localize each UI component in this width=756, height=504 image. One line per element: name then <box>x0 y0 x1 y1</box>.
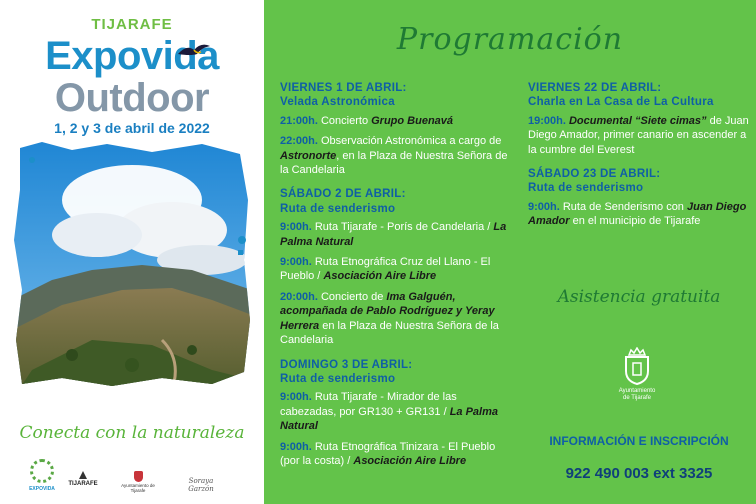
municipal-crest <box>603 347 671 402</box>
day-heading: VIERNES 1 DE ABRIL: <box>280 82 407 94</box>
schedule-column-right <box>528 81 750 239</box>
day-section-friday-22 <box>528 81 750 157</box>
event-time: 21:00h. <box>280 114 318 127</box>
event-item <box>280 255 510 284</box>
event-text: , en la Plaza de Nuestra Señora de la Candelaria <box>280 149 508 177</box>
day-subtitle: Ruta de senderismo <box>280 372 396 385</box>
event-item <box>280 390 510 433</box>
day-subtitle: Ruta de senderismo <box>280 202 396 215</box>
event-text: Ruta Tijarafe - Mirador de las cabezadas, por GR130 + GR131 / <box>280 391 457 418</box>
right-panel <box>264 0 756 504</box>
tijarafe-logo-icon <box>79 471 87 479</box>
event-text: Ruta Etnográfica Cruz del Llano - El Pueblo / <box>280 256 491 283</box>
day-section-sunday-3 <box>280 358 510 469</box>
day-heading: SÁBADO 23 DE ABRIL: <box>528 168 661 181</box>
event-guide: Juan Diego Amador <box>528 200 747 228</box>
event-title-line2: Outdoor <box>54 76 210 120</box>
schedule-column-left <box>280 81 510 478</box>
event-time: 9:00h. <box>280 256 312 269</box>
event-text: en la Plaza de Nuestra Señora de la Candelaria <box>280 319 499 347</box>
event-text: Concierto de <box>320 290 384 303</box>
day-heading: VIERNES 22 DE ABRIL: <box>528 82 662 94</box>
day-heading: DOMINGO 3 DE ABRIL: <box>280 358 413 371</box>
tijarafe-logo-label: TIJARAFE <box>68 481 98 487</box>
event-time: 20:00h. <box>280 290 318 303</box>
landscape-photo <box>12 140 252 400</box>
crest-label-line1: Ayuntamiento <box>618 388 656 394</box>
event-time: 9:00h. <box>280 440 312 453</box>
day-subtitle: Ruta de senderismo <box>528 182 644 195</box>
day-section-saturday-23 <box>528 167 750 229</box>
event-text: Ruta Etnográfica Tinizara - El Pueblo (por la costa) / <box>280 440 496 467</box>
slogan: Conecta con la naturaleza <box>19 423 245 443</box>
event-text: Ruta Tijarafe - Porís de Candelaria / <box>314 221 491 234</box>
event-item <box>280 114 510 128</box>
event-item <box>528 200 750 229</box>
crest-label-line2: de Tijarafe <box>622 395 652 401</box>
event-item <box>280 134 510 177</box>
event-performer: Ima Galguén, acompañada de Pablo Rodríguez y Yeray Herrera <box>280 290 495 332</box>
event-organizer: Astronorte <box>280 149 337 162</box>
event-organizer: Asociación Aire Libre <box>353 454 467 467</box>
ayuntamiento-logo <box>114 471 162 493</box>
shield-icon <box>134 471 143 482</box>
day-heading: SÁBADO 2 DE ABRIL: <box>280 188 406 201</box>
event-time: 9:00h. <box>280 391 312 404</box>
event-text: Observación Astronómica a cargo de <box>320 135 502 148</box>
event-item <box>280 290 510 348</box>
event-time: 19:00h. <box>528 114 566 127</box>
event-documentary: Documental “Siete cimas” <box>568 114 707 127</box>
event-time: 9:00h. <box>528 200 560 213</box>
event-text: Concierto <box>320 114 369 127</box>
event-text: Ruta de Senderismo con <box>562 200 684 213</box>
day-subtitle: Charla en La Casa de La Cultura <box>528 96 714 109</box>
event-item <box>528 114 750 157</box>
sponsor-logos <box>0 455 264 500</box>
event-text: de Juan Diego Amador, primer canario en ascender a la cumbre del Everest <box>528 114 749 156</box>
day-section-saturday-2 <box>280 187 510 347</box>
signature-logo-label: Soraya Garzón <box>188 477 214 493</box>
town-name: TIJARAFE <box>91 16 173 33</box>
event-dates: 1, 2 y 3 de abril de 2022 <box>54 120 210 136</box>
expovida-logo <box>28 459 56 492</box>
left-panel <box>0 0 264 504</box>
free-attendance: Asistencia gratuita <box>557 287 721 307</box>
expovida-logo-label: EXPOVIDA <box>29 486 55 492</box>
event-organizer: La Palma Natural <box>280 405 499 433</box>
tijarafe-logo <box>68 471 98 487</box>
programme-title: Programación <box>396 22 624 57</box>
bird-icon <box>177 40 211 60</box>
expovida-logo-icon <box>30 459 54 483</box>
day-subtitle: Velada Astronómica <box>280 96 395 109</box>
info-heading: INFORMACIÓN E INSCRIPCIÓN <box>549 434 729 448</box>
event-performer: Grupo Buenavá <box>371 114 454 127</box>
day-section-friday-1 <box>280 81 510 177</box>
event-organizer: La Palma Natural <box>280 221 507 248</box>
signature-logo <box>176 477 226 493</box>
event-time: 22:00h. <box>280 135 318 148</box>
event-text: en el municipio de Tijarafe <box>572 215 701 228</box>
event-time: 9:00h. <box>280 221 312 234</box>
event-item <box>280 440 510 469</box>
contact-phone: 922 490 003 ext 3325 <box>565 465 713 482</box>
event-title-line1: Expovida <box>45 34 219 78</box>
crest-icon <box>622 347 652 385</box>
event-organizer: Asociación Aire Libre <box>323 270 437 283</box>
ayuntamiento-logo-label: Ayuntamiento de Tijarafe <box>121 483 155 493</box>
event-item <box>280 220 510 249</box>
